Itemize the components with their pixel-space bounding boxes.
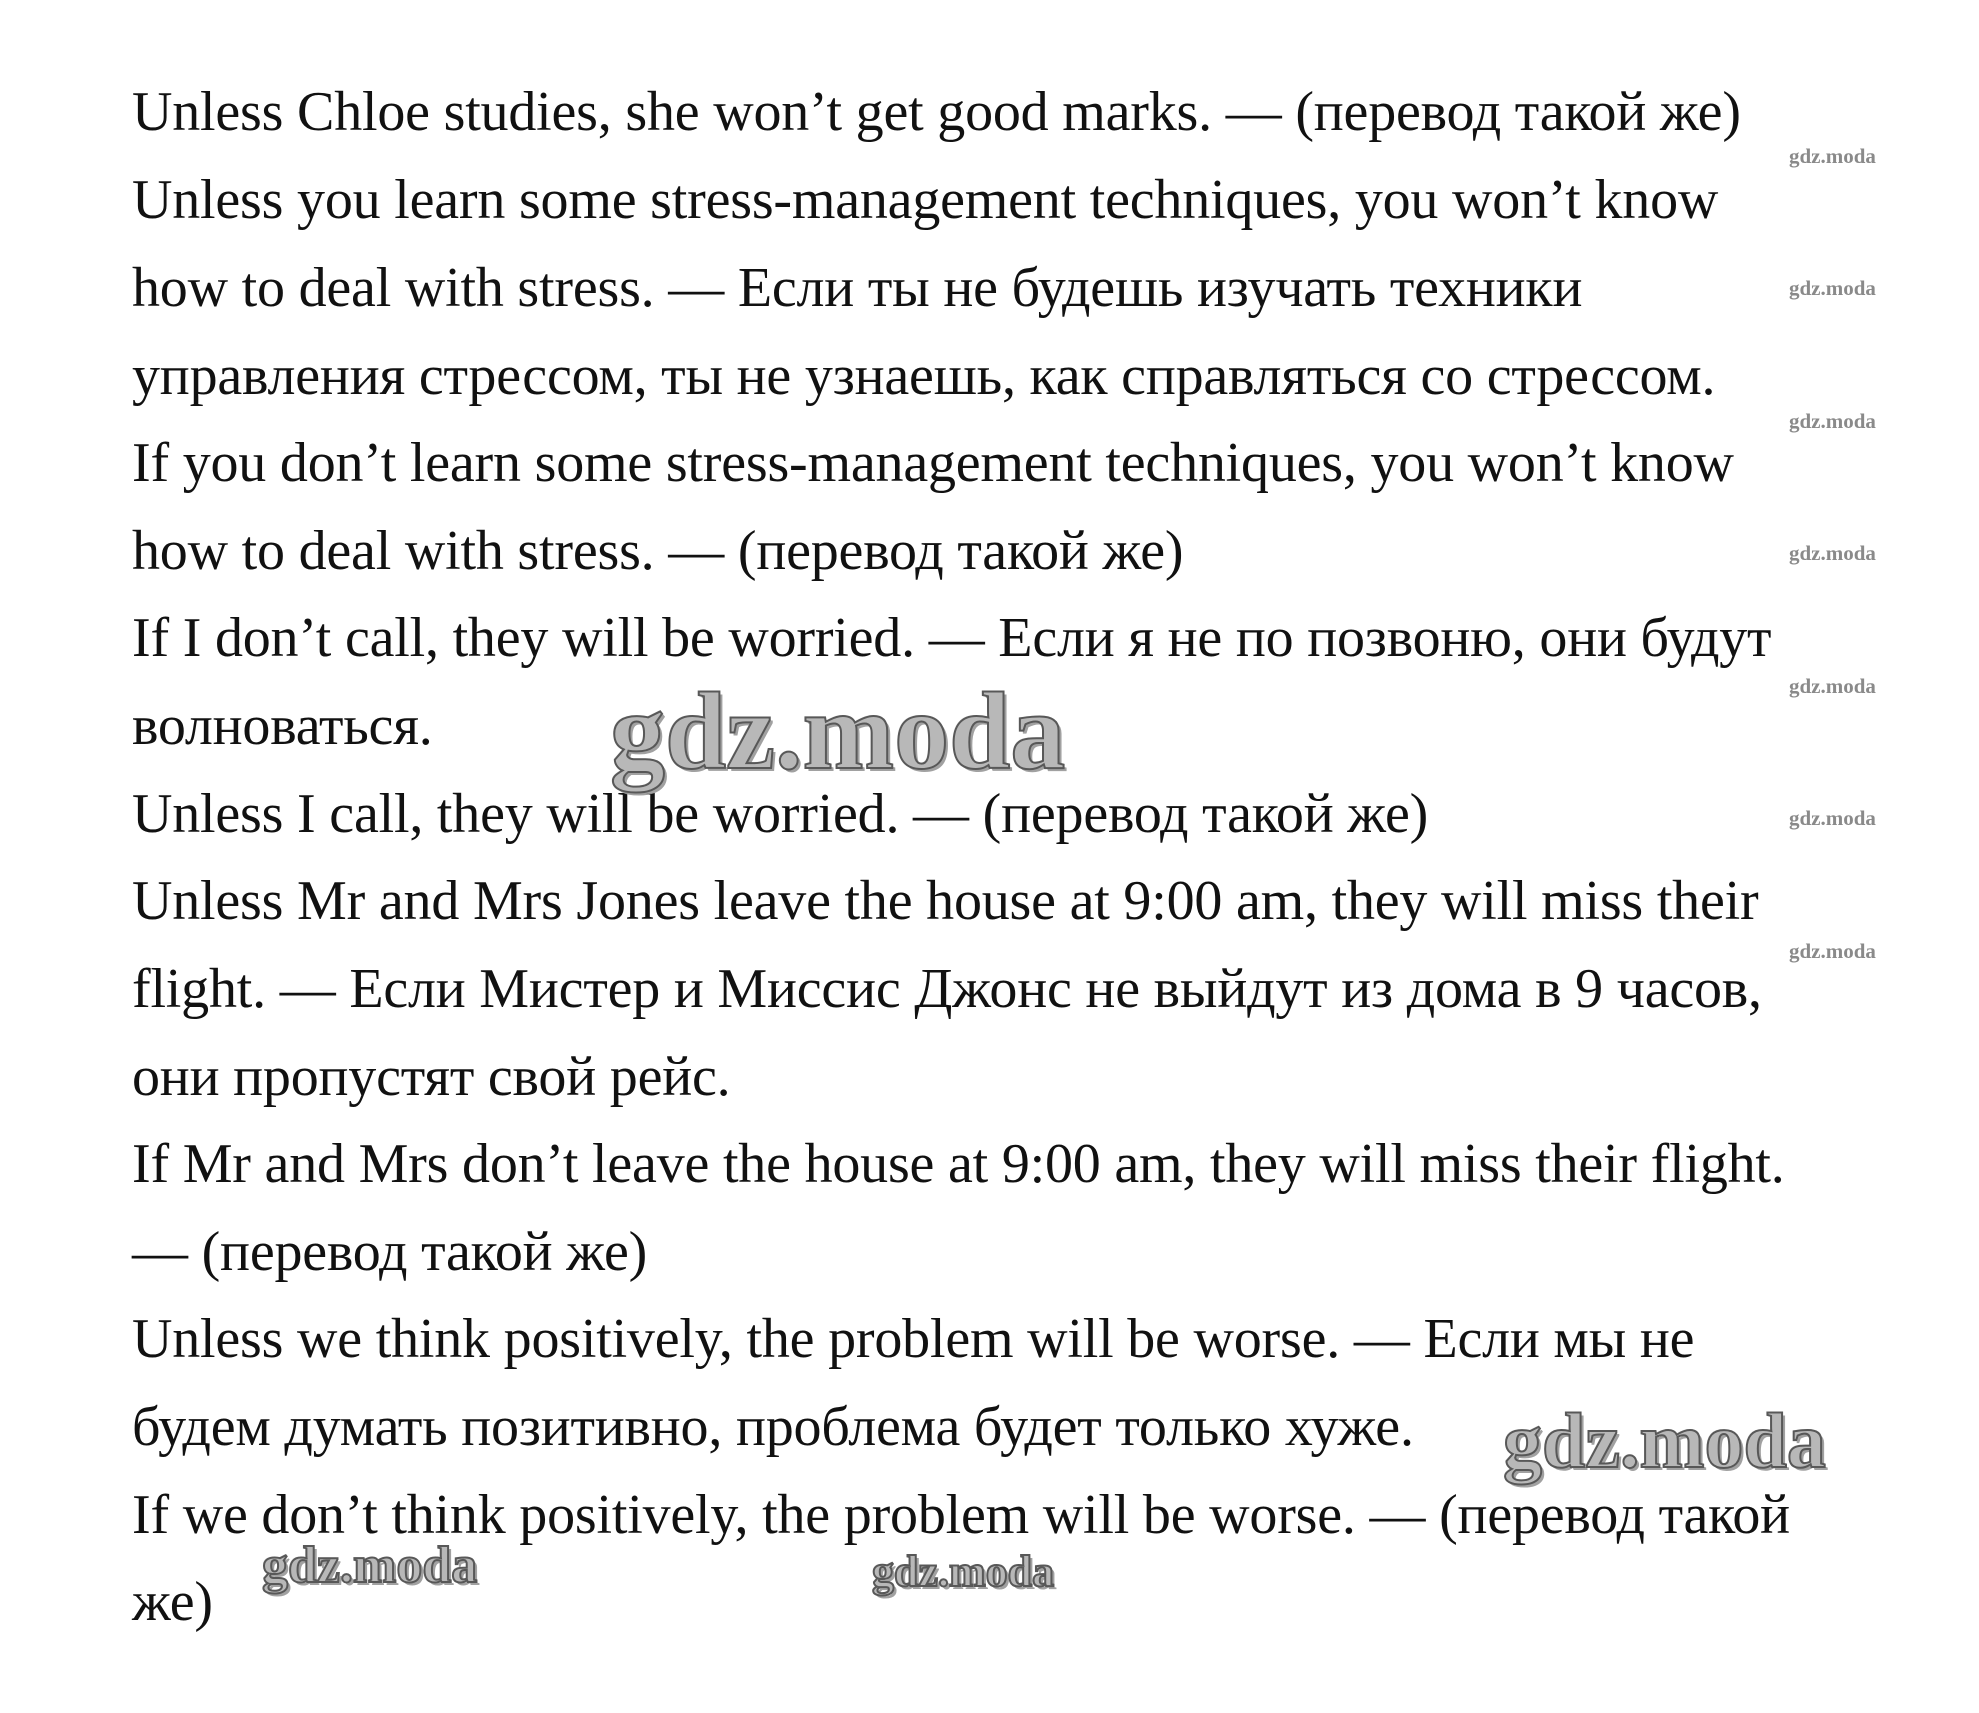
text-line-12: они пропустят свой рейс.	[132, 1046, 731, 1108]
watermark-small: gdz.moda	[1789, 939, 1876, 963]
watermark-small: gdz.moda	[1789, 144, 1876, 168]
text-line-18: же)	[132, 1571, 213, 1633]
watermark-large: gdz.moda	[872, 1547, 1055, 1596]
text-line-14: — (перевод такой же)	[132, 1221, 648, 1283]
watermark-small: gdz.moda	[1789, 409, 1876, 433]
text-line-10: Unless Mr and Mrs Jones leave the house at 9:00 am, they will miss their	[132, 870, 1759, 932]
text-line-13: If Mr and Mrs don’t leave the house at 9:00 am, they will miss their flight.	[132, 1133, 1785, 1195]
watermark-large: gdz.moda	[262, 1537, 478, 1594]
text-line-1: Unless Chloe studies, she won’t get good marks. — (перевод такой же)	[132, 81, 1741, 143]
text-line-7: If I don’t call, they will be worried. — Если я не по позвоню, они будут	[132, 607, 1772, 669]
watermark-small: gdz.moda	[1789, 276, 1876, 300]
text-line-6: how to deal with stress. — (перевод такой же)	[132, 520, 1184, 582]
watermark-small: gdz.moda	[1789, 674, 1876, 698]
watermark-large: gdz.moda	[610, 670, 1066, 792]
watermark-small: gdz.moda	[1789, 806, 1876, 830]
text-line-8: волноваться.	[132, 695, 433, 757]
text-line-15: Unless we think positively, the problem will be worse. — Если мы не	[132, 1308, 1695, 1370]
watermark-small: gdz.moda	[1789, 541, 1876, 565]
watermark-large: gdz.moda	[1503, 1397, 1826, 1484]
text-line-16: будем думать позитивно, проблема будет только хуже.	[132, 1396, 1414, 1458]
text-line-3: how to deal with stress. — Если ты не будешь изучать техники	[132, 257, 1583, 319]
text-line-11: flight. — Если Мистер и Миссис Джонс не выйдут из дома в 9 часов,	[132, 958, 1762, 1020]
text-line-5: If you don’t learn some stress-management techniques, you won’t know	[132, 432, 1734, 494]
text-line-9: Unless I call, they will be worried. — (перевод такой же)	[132, 783, 1429, 845]
text-line-2: Unless you learn some stress-management techniques, you won’t know	[132, 169, 1719, 231]
text-line-17: If we don’t think positively, the problem will be worse. — (перевод такой	[132, 1484, 1790, 1546]
text-line-4: управления стрессом, ты не узнаешь, как справляться со стрессом.	[132, 345, 1716, 407]
